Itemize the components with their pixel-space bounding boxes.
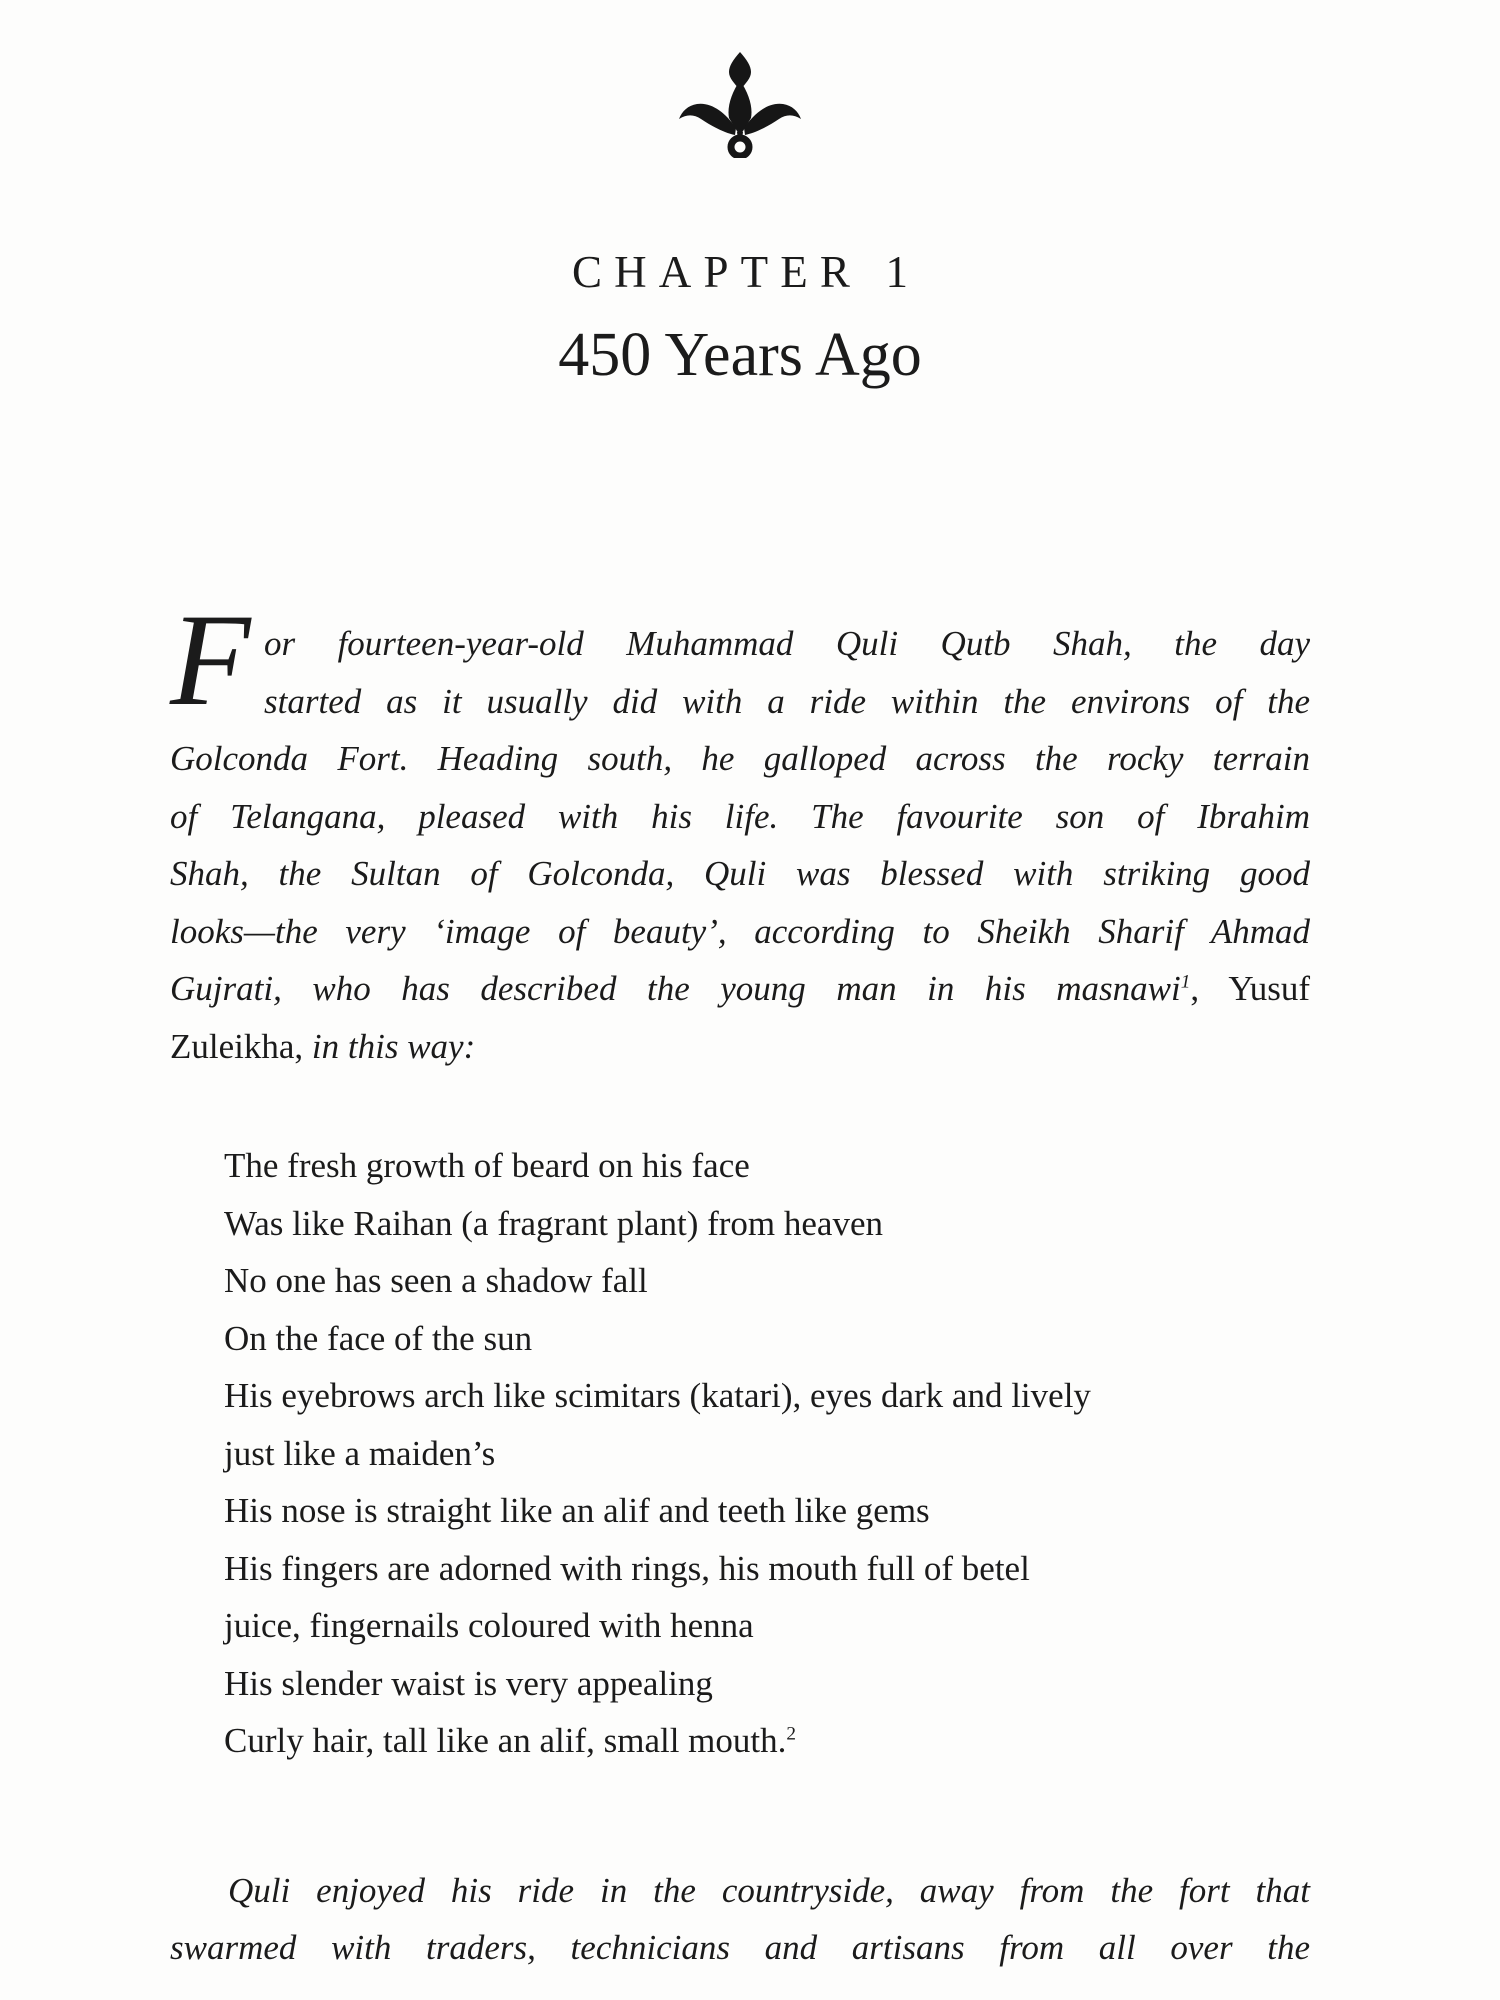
opening-paragraph (170, 586, 1310, 1075)
text-line-last (170, 1018, 1310, 1076)
text-line: swarmed with traders, technicians and artisans from all over the (170, 1928, 1310, 1967)
poem-quote (224, 1137, 1310, 1770)
text-segment-italic: Gujrati, who has described the young man in his masnawi (170, 969, 1181, 1008)
text-segment-italic: in this way: (303, 1026, 476, 1066)
footnote-marker-1: 1 (1180, 971, 1191, 993)
chapter-label: CHAPTER 1 (572, 247, 921, 297)
text-line: or fourteen-year-old Muhammad Quli Qutb Shah, the day (264, 624, 1310, 663)
text-line: Shah, the Sultan of Golconda, Quli was blessed with striking good (170, 854, 1310, 893)
poem-line: On the face of the sun (224, 1318, 533, 1358)
text-line-masnawi (170, 960, 1310, 1018)
poem-line: juice, fingernails coloured with henna (224, 1606, 754, 1645)
drop-cap: F (170, 586, 251, 733)
fleuron-icon (679, 52, 801, 158)
text-line: started as it usually did with a ride within the environs of the (264, 681, 1310, 721)
poem-line: Was like Raihan (a fragrant plant) from heaven (224, 1203, 883, 1243)
chapter-ornament (170, 52, 1310, 160)
footnote-marker-2: 2 (786, 1723, 797, 1745)
text-segment-roman: Zuleikha, (170, 1026, 304, 1066)
poem-line: His fingers are adorned with rings, his mouth full of betel (224, 1548, 1030, 1588)
text-segment-roman: , Yusuf (1190, 969, 1310, 1008)
poem-line: His eyebrows arch like scimitars (katari), eyes dark and lively (224, 1376, 1091, 1415)
poem-text-segment: Curly hair, tall like an alif, small mouth. (224, 1721, 787, 1760)
poem-line-last (224, 1712, 1310, 1770)
text-line: Golconda Fort. Heading south, he galloped across the rocky terrain (170, 739, 1310, 778)
text-line: looks—the very ‘image of beauty’, according to Sheikh Sharif Ahmad (170, 911, 1310, 951)
chapter-title: 450 Years Ago (558, 321, 922, 389)
text-line: Quli enjoyed his ride in the countryside, away from the fort that (228, 1870, 1310, 1910)
poem-line: His slender waist is very appealing (224, 1663, 713, 1703)
poem-line: just like a maiden’s (224, 1433, 496, 1473)
closing-paragraph (170, 1862, 1310, 1977)
text-line: of Telangana, pleased with his life. The favourite son of Ibrahim (170, 796, 1310, 836)
poem-line: The fresh growth of beard on his face (224, 1146, 750, 1185)
poem-line: His nose is straight like an alif and teeth like gems (224, 1491, 930, 1530)
poem-line: No one has seen a shadow fall (224, 1261, 648, 1300)
